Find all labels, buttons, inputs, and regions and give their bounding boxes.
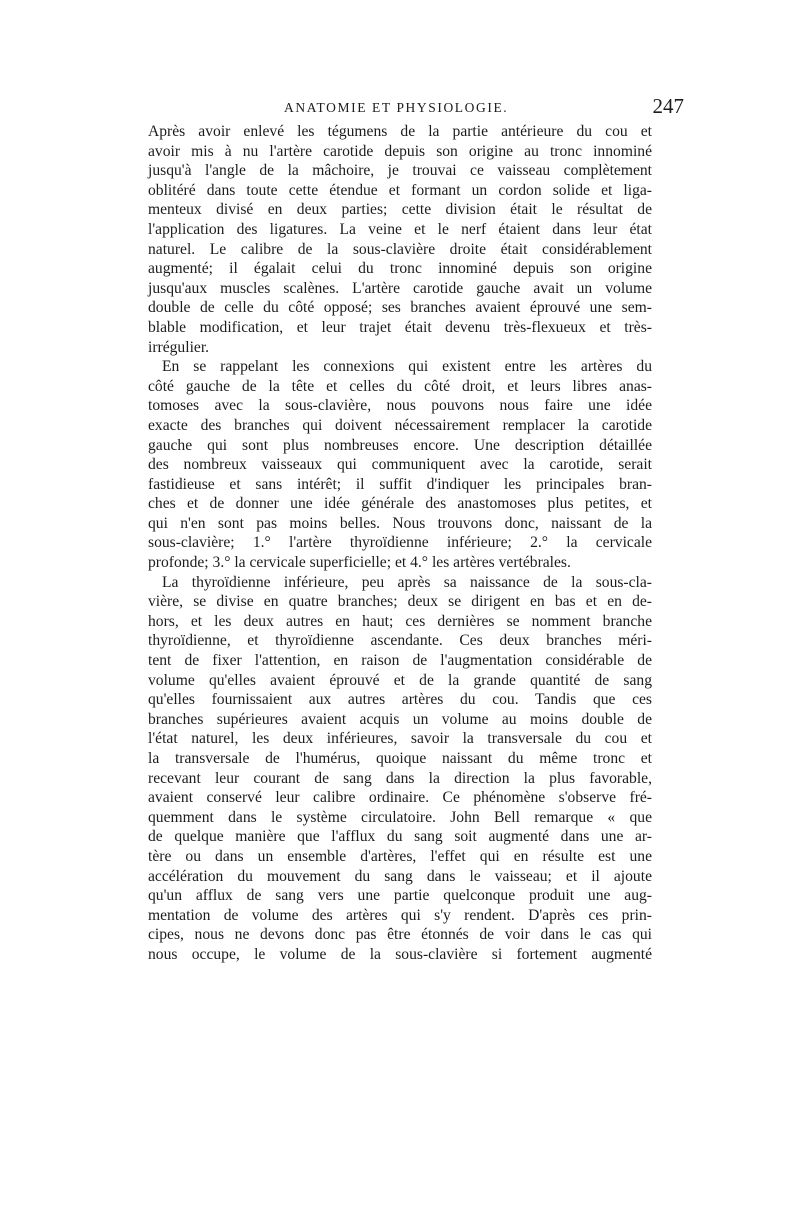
- text-line: La thyroïdienne inférieure, peu après sa naissance de la sous-cla-: [162, 573, 652, 591]
- text-line: mentation de volume des artères qui s'y rendent. D'après ces prin-: [148, 906, 652, 924]
- text-line: fastidieuse et sans intérêt; il suffit d'indiquer les principales bran-: [148, 475, 652, 493]
- text-line: la transversale de l'humérus, quoique naissant du même tronc et: [148, 750, 652, 767]
- page-number: 247: [652, 94, 684, 118]
- text-line: tère ou dans un ensemble d'artères, l'effet qui en résulte est une: [148, 847, 652, 865]
- text-line: blable modification, et leur trajet était devenu très-flexueux et très-: [148, 318, 652, 336]
- text-line: irrégulier.: [148, 338, 210, 356]
- running-title: ANATOMIE ET PHYSIOLOGIE.: [284, 100, 509, 115]
- text-line: qui n'en sont pas moins belles. Nous trouvons donc, naissant de la: [148, 514, 652, 532]
- text-line: l'état naturel, les deux inférieures, savoir la transversale du cou et: [148, 730, 652, 748]
- text-line: tent de fixer l'attention, en raison de l'augmentation considérable de: [148, 652, 652, 670]
- text-line: hors, et les deux autres en haut; ces dernières se nomment branche: [148, 612, 652, 630]
- text-line: Après avoir enlevé les tégumens de la partie antérieure du cou et: [148, 123, 652, 140]
- text-line: côté gauche de la tête et celles du côté droit, et leurs libres anas-: [148, 377, 652, 395]
- text-line: cipes, nous ne devons donc pas être étonnés de voir dans le cas qui: [148, 926, 652, 944]
- text-line: tomoses avec la sous-clavière, nous pouvons nous faire une idée: [148, 397, 652, 415]
- text-line: oblitéré dans toute cette étendue et formant un cordon solide et liga-: [148, 181, 652, 199]
- text-line: branches supérieures avaient acquis un volume au moins double de: [148, 710, 652, 728]
- text-line: jusqu'à l'angle de la mâchoire, je trouvai ce vaisseau complètement: [148, 162, 652, 180]
- text-line: ches et de donner une idée générale des anastomoses plus petites, et: [148, 495, 652, 513]
- text-line: exacte des branches qui doivent nécessairement remplacer la carotide: [148, 416, 652, 434]
- text-line: gauche qui sont plus nombreuses encore. Une description détaillée: [148, 436, 652, 454]
- text-line: avaient conservé leur calibre ordinaire. Ce phénomène s'observe fré-: [148, 789, 652, 807]
- text-line: augmenté; il égalait celui du tronc innominé depuis son origine: [148, 260, 652, 278]
- paragraph: [148, 122, 652, 357]
- text-line: profonde; 3.° la cervicale superficielle; et 4.° les artères vertébrales.: [148, 554, 571, 572]
- text-line: vière, se divise en quatre branches; deux se dirigent en bas et en de-: [148, 593, 652, 611]
- text-line: des nombreux vaisseaux qui communiquent avec la carotide, serait: [148, 456, 652, 474]
- text-line: volume qu'elles avaient éprouvé et de la grande quantité de sang: [148, 671, 652, 689]
- text-line: nous occupe, le volume de la sous-clavière si fortement augmenté: [148, 945, 652, 963]
- text-line: qu'elles fournissaient aux autres artères du cou. Tandis que ces: [148, 691, 652, 709]
- text-line: jusqu'aux muscles scalènes. L'artère carotide gauche avait un volume: [148, 279, 652, 297]
- text-line: avoir mis à nu l'artère carotide depuis son origine au tronc innominé: [148, 142, 652, 160]
- text-line: menteux divisé en deux parties; cette division était le résultat de: [148, 201, 652, 219]
- text-line: thyroïdienne, et thyroïdienne ascendante. Ces deux branches méri-: [148, 632, 652, 650]
- text-line: accélération du mouvement du sang dans le vaisseau; et il ajoute: [148, 867, 652, 885]
- text-line: qu'un afflux de sang vers une partie quelconque produit une aug-: [148, 887, 652, 905]
- text-line: l'application des ligatures. La veine et le nerf étaient dans leur état: [148, 220, 652, 238]
- text-line: En se rappelant les connexions qui existent entre les artères du: [162, 358, 652, 376]
- body-text: [148, 122, 652, 965]
- text-line: sous-clavière; 1.° l'artère thyroïdienne inférieure; 2.° la cervicale: [148, 534, 652, 552]
- text-line: quemment dans le système circulatoire. John Bell remarque « que: [148, 808, 652, 826]
- text-line: naturel. Le calibre de la sous-clavière droite était considérablement: [148, 240, 652, 258]
- text-line: recevant leur courant de sang dans la direction la plus favorable,: [148, 769, 652, 787]
- text-line: double de celle du côté opposé; ses branches avaient éprouvé une sem-: [148, 299, 652, 317]
- paragraph: [148, 357, 652, 573]
- paragraph: [148, 573, 652, 965]
- text-line: de quelque manière que l'afflux du sang soit augmenté dans une ar-: [148, 828, 652, 846]
